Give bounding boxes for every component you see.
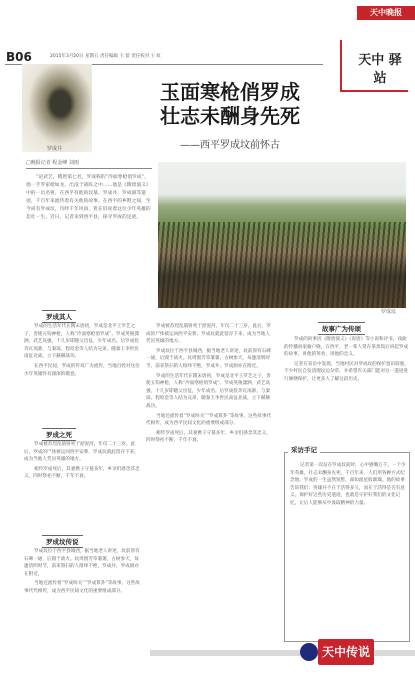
paragraph: 相传罗成死后，其妻携子守墓多年，乡亲们感念其忠义，四时祭祀不断，千年不衰。 [146,430,271,444]
paragraph: 罗成的生活年代在隋末唐初，罗成是北平王罗艺之子，善使五钩神枪，人称“冷面寒枪俏罗成”。罗成英俊潇洒，武艺高强，十几岁即随父出征，少年成名。后罗成投奔瓦岗寨，与秦琼、程咬金等人结为兄弟，随秦王李世民南征北战，立下赫赫战功。 [24,324,139,360]
column-2 [146,323,274,638]
section-title-1: 罗成其人 [42,310,76,323]
section-title-2: 罗成之死 [42,428,76,441]
column-1-bottom [24,548,142,638]
paragraph: 在西平民间，罗成的传说广为流传，当地百姓对这位少年英雄怀有深深的敬意。 [24,363,140,377]
well-photo [22,64,92,152]
subheadline: ——西平罗成坟前怀古 [180,140,280,151]
paragraph: 相传罗成死后，其妻携子守墓多年，乡亲们感念其忠义，四时祭祀不断，千年不衰。 [24,466,140,480]
section-title-4: 故事广为传颂 [318,322,365,335]
headline [120,80,340,128]
paragraph: 当地还流传着“罗成叫关”“罗成算卦”等故事，这些故事代代相传，成为西平民间文化的重要组成部分。 [146,413,272,427]
page-label: B06 [6,50,32,64]
footer-logo-icon [300,643,318,661]
interview-notes-title: 采访手记 [288,445,320,454]
column-3 [284,336,410,441]
paragraph: 罗成坟位于西平县城西，据当地老人讲述，坟前原有石碑一通，后毁于战火。坟周围芳草萋萋，古树参天，每逢清明时节，前来祭扫的人络绎不绝，罗成井、罗成洞亦在附近。 [24,549,140,577]
issue-info: 2015年3月20日 星期五 责任编辑 王 留 责任校对 王 虹 [50,54,162,59]
paragraph: 罗成被苏烈乱箭射死于淤泥河，年仅二十三岁。此后，罗成的尸体被运回西平安葬，罗成坟就此留存下来，成为当地人凭吊英雄的地方。 [146,324,271,345]
tomb-photo-caption: 罗成坟 [381,309,397,315]
column-1-middle [24,441,142,531]
well-photo-caption: 罗成井 [47,146,63,152]
paragraph: 记者在采访中发现，当地村民对罗成坟的保护意识较强，不少村民自发清理坟边杂草，并希望有关部门能对这一遗迹进行修缮保护，让更多人了解这段历史。 [284,361,409,382]
byline-rule [26,168,152,169]
column-title: 天中 驿站 [358,53,402,86]
paragraph: 罗成的生活年代在隋末唐初，罗成是北平王罗艺之子，善使五钩神枪，人称“冷面寒枪俏罗成”。罗成英俊潇洒，武艺高强，十几岁即随父出征，少年成名。后罗成投奔瓦岗寨，与秦琼、程咬金等人结为兄弟，随秦王李世民南征北战，立下赫赫战功。 [146,373,271,409]
interview-notes-text: 记者第一次站在罗成坟前时，心中感慨万千。一个少年英雄，壮志未酬身先死，千百年来，人们用各种方式纪念他。罗成的一生虽然短暂，却如流星般璀璨。他的故事告诉我们：英雄并不在于活得多久，而在于活得是否有意义。保护好这些历史遗迹，也就是守护好我们的文化记忆，让后人能够从中汲取精神的力量。 [290,463,406,506]
tomb-photo [158,162,406,308]
paragraph: 罗成坟位于西平县城西，据当地老人讲述，坟前原有石碑一通，后毁于战火。坟周围芳草萋萋，古树参天，每逢清明时节，前来祭扫的人络绎不绝，罗成井、罗成洞亦在附近。 [146,348,271,369]
headline-line-2: 壮志未酬身先死 [160,104,300,128]
section-title-3: 罗成坟传说 [42,535,83,548]
byline: □晚报记者 程金峰 刘雨 [26,160,79,166]
headline-line-1: 玉面寒枪俏罗成 [160,80,300,104]
brand-logo: 天中晚报 [357,6,415,20]
paragraph: 罗成的故事因《隋唐演义》《说唐》等小说和评书、戏曲的传播而家喻户晓。在西平，老一辈人常在茶余饭后讲起罗成的故事，讲他的英勇，讲他的忠义。 [284,337,409,358]
article-intro: “论武艺，隋唐第七名，罗成称的“冷面寒枪俏罗成”，他一手罗家枪如龙，出没于战阵之中……他是《隋唐演义》中的一员名将，在西平有他的坟墓、罗成井、罗成洞等遗迹，千百年来流传着有关他的故事。在西平的乡野之间，至今尚有罗成坟，历经千年风雨，犹在诉说着这位少年英雄的悲壮一生。近日，记者来到西平县，探寻罗成的足迹。 [26,175,151,220]
paragraph: 罗成被苏烈乱箭射死于淤泥河，年仅二十三岁。此后，罗成的尸体被运回西平安葬，罗成坟就此留存下来，成为当地人凭吊英雄的地方。 [24,442,139,463]
paragraph: 当地还流传着“罗成叫关”“罗成算卦”等故事，这些故事代代相传，成为西平民间文化的重要组成部分。 [24,581,140,594]
footer-bar [150,650,415,656]
column-1-top [24,323,142,425]
footer-column-mark: 天中传说 [318,639,374,665]
